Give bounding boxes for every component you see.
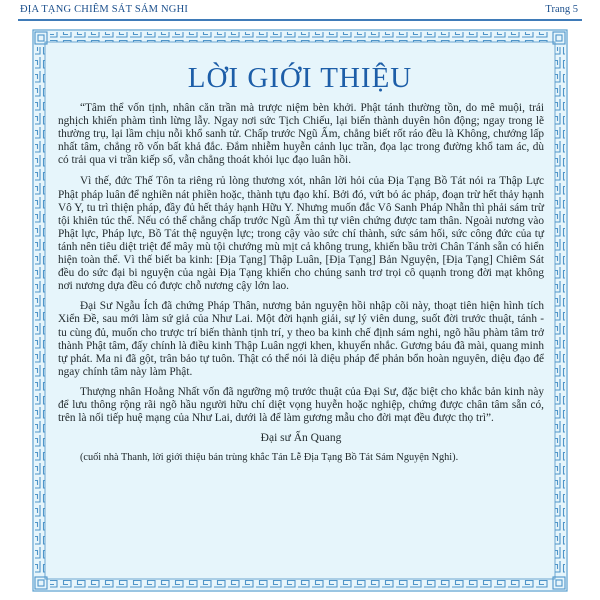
signature: Đại sư Ấn Quang <box>260 432 342 445</box>
decorative-frame <box>32 29 568 592</box>
document-body <box>58 102 544 464</box>
page-number: Trang 5 <box>545 4 578 15</box>
source-note: (cuối nhà Thanh, lời giới thiệu bản trùng khắc Tán Lễ Địa Tạng Bồ Tát Sám Nguyện Nghi). <box>80 452 459 464</box>
paragraph: Vì thế, đức Thế Tôn ta riêng rủ lòng thương xót, nhân lời hỏi của Địa Tạng Bồ Tát nói ra Thập Lực Phật pháp luân để nghiền nát phiền hoặc, thành tựu đạo khí. Bởi đó, vứt bỏ ác pháp, đoạn trừ hết thảy hạnh Vô Y, tu trì thiện pháp, đầy đủ hết thảy hạnh Hữu Y. Nhưng muốn đắc Vô Sanh Pháp Nhẫn thì phải sám trừ tội khiên túc thế. Nếu có thể chẳng chấp trước Ngũ Ấm thì tự viên chứng được tam thân. Ngoài nương vào Phật lực, Pháp lực, Bồ Tát thệ nguyện lực; trong cậy vào sức chí thành, sức sám hối, sức công đức của tự tánh nên tiêu diệt triệt để mây mù tội chướng mù mịt cả không trung, khiến bầu trời Chân Tánh sẵn có hiển hiện toàn thể. Vì thế biết ba kinh: [Địa Tạng] Thập Luân, [Địa Tạng] Bản Nguyện, [Địa Tạng] Chiêm Sát đều do sức đại bi nguyện của ngài Địa Tạng khiến cho chúng sanh trơ trọi cô quạnh trong đời mạt không nơi nương dựa đều có được chỗ nương cậy lớn lao. <box>58 175 544 293</box>
header-title: ĐỊA TẠNG CHIÊM SÁT SÁM NGHI <box>20 4 189 15</box>
document-title: LỜI GIỚI THIỆU <box>187 62 413 94</box>
header-rule <box>18 19 582 21</box>
paragraph: Thượng nhân Hoằng Nhất vốn đã ngưỡng mộ trước thuật của Đại Sư, đặc biệt cho khắc bản kinh này để lưu thông rộng rãi ngõ hầu người hữu chí diệt vọng huyễn hoặc nghiệp, chứng được chân tâm sẵn có, trên là nối tiếp huệ mạng của Như Lai, dưới là để làm gương mẫu cho đời mạt đều được thọ trì”. <box>58 385 544 425</box>
paragraph: Đại Sư Ngẫu Ích đã chứng Pháp Thân, nương bản nguyện hồi nhập cõi này, thoạt tiên hiện hình tích Xiển Đề, sau mới làm sứ giả của Như Lai. Một đời hạnh giải, sự lý viên dung, suốt đời trước thuật, tánh - tu cùng đủ, muốn cho trược trí biến thành tịnh trí, y theo ba kinh chế định sám nghi, ngõ hầu phàm tâm trở thành Phật tâm, đấy chính là điều kinh Thập Luân ngợi khen, khuyến nhắc. Gương báu đã mài, quang minh tự phát. Ma ni đã gột, trân bảo tự tuôn. Thật có thể nói là diệu pháp để phản bổn hoàn nguyên, diệu đạo để ngay chính tâm này làm Phật. <box>58 300 544 378</box>
paragraph: “Tâm thể vốn tịnh, nhân căn trần mà trược niệm bèn khởi. Phật tánh thường tồn, do mê muội, trái nghịch khiến phàm tình lừng lẫy. Ngay nơi sức Tịch Chiếu, lại biến thành duyên hôn động; ngay trong lẽ thường trụ, lại lầm chịu nỗi khổ sanh tử. Chấp trước Ngũ Ấm, chẳng biết rốt ráo đều là Không, chướng lấp nhất tâm, chẳng rõ vốn bất khả đắc. Đắm nhiễm huyễn cảnh lục trần, đọa lạc trong đường khổ tam ác, dù có trải qua vi trần kiếp số, vẫn chẳng thoát khỏi lục đạo luân hồi. <box>58 102 544 167</box>
